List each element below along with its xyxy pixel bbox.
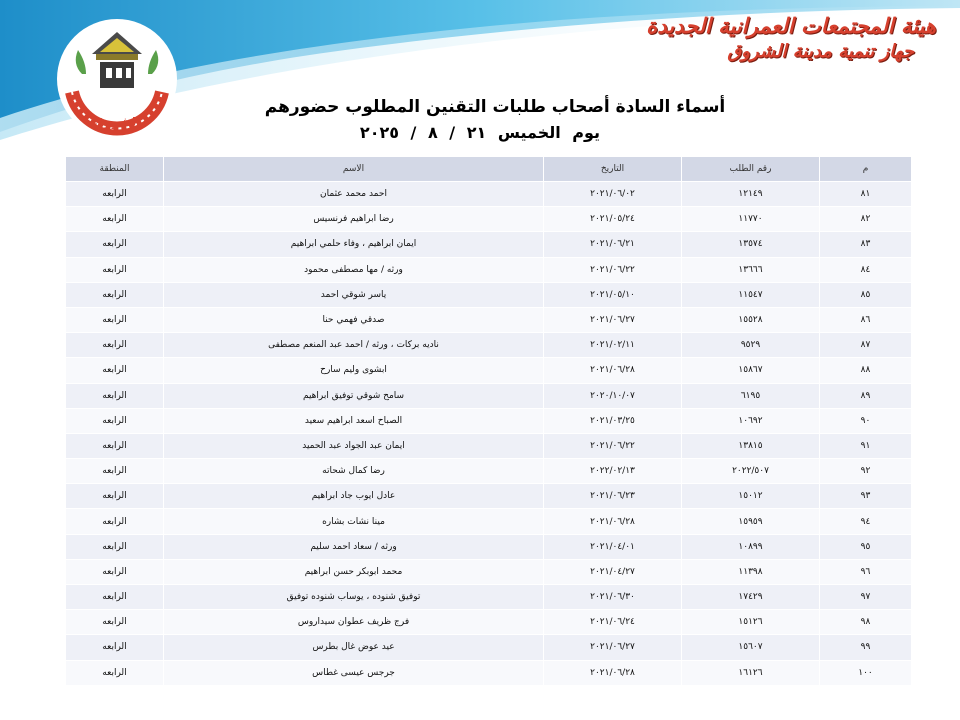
cell-name: ابشوى وليم سارح — [164, 358, 544, 383]
cell-num: ٩٠ — [820, 408, 912, 433]
cell-area: الرابعه — [66, 433, 164, 458]
cell-area: الرابعه — [66, 484, 164, 509]
cell-name: ورثه / سعاد احمد سليم — [164, 534, 544, 559]
table-row — [66, 232, 912, 257]
table-row — [66, 635, 912, 660]
cell-num: ٨١ — [820, 182, 912, 207]
cell-date: ٢٠٢١/٠٦/٢٧ — [544, 307, 682, 332]
cell-name: عيد عوض غال بطرس — [164, 635, 544, 660]
cell-area: الرابعه — [66, 383, 164, 408]
cell-area: الرابعه — [66, 408, 164, 433]
cell-date: ٢٠٢١/٠٦/٢١ — [544, 232, 682, 257]
table-row — [66, 307, 912, 332]
cell-date: ٢٠٢١/٠٤/٠١ — [544, 534, 682, 559]
cell-request: ١١٣٩٨ — [682, 559, 820, 584]
cell-num: ٩٩ — [820, 635, 912, 660]
org-sub-name: جهاز تنمية مدينة الشروق — [727, 41, 914, 62]
cell-date: ٢٠٢١/٠٣/٢٥ — [544, 408, 682, 433]
cell-name: احمد محمد عثمان — [164, 182, 544, 207]
cell-date: ٢٠٢١/٠٦/٢٨ — [544, 509, 682, 534]
cell-date: ٢٠٢٠/١٠/٠٧ — [544, 383, 682, 408]
title-date: يوم الخميس ٢١ / ٨ / ٢٠٢٥ — [359, 123, 601, 142]
cell-num: ٩٣ — [820, 484, 912, 509]
cell-date: ٢٠٢١/٠٦/٢٢ — [544, 433, 682, 458]
cell-area: الرابعه — [66, 207, 164, 232]
cell-area: الرابعه — [66, 534, 164, 559]
table-row — [66, 509, 912, 534]
cell-num: ٨٤ — [820, 257, 912, 282]
org-name: هيئة المجتمعات العمرانية الجديدة — [646, 14, 936, 38]
cell-num: ٨٣ — [820, 232, 912, 257]
header-area: المنطقة — [66, 157, 164, 182]
cell-num: ٨٧ — [820, 333, 912, 358]
table-row — [66, 282, 912, 307]
cell-name: ايمان ابراهيم ، وفاء حلمي ابراهيم — [164, 232, 544, 257]
cell-request: ١٠٨٩٩ — [682, 534, 820, 559]
cell-num: ٩١ — [820, 433, 912, 458]
table-row — [66, 484, 912, 509]
cell-request: ١٥٦٠٧ — [682, 635, 820, 660]
cell-num: ٩٢ — [820, 459, 912, 484]
cell-date: ٢٠٢١/٠٢/١١ — [544, 333, 682, 358]
cell-date: ٢٠٢١/٠٦/٠٢ — [544, 182, 682, 207]
cell-request: ١٣٨١٥ — [682, 433, 820, 458]
cell-request: ١٧٤٢٩ — [682, 585, 820, 610]
cell-num: ٨٢ — [820, 207, 912, 232]
table-body — [66, 182, 912, 686]
cell-area: الرابعه — [66, 635, 164, 660]
cell-num: ٩٧ — [820, 585, 912, 610]
cell-num: ١٠٠ — [820, 660, 912, 685]
cell-date: ٢٠٢١/٠٦/٢٣ — [544, 484, 682, 509]
table-row — [66, 408, 912, 433]
cell-request: ١١٥٤٧ — [682, 282, 820, 307]
cell-area: الرابعه — [66, 559, 164, 584]
cell-name: عادل ايوب جاد ابراهيم — [164, 484, 544, 509]
cell-area: الرابعه — [66, 333, 164, 358]
cell-area: الرابعه — [66, 585, 164, 610]
table-row — [66, 383, 912, 408]
cell-area: الرابعه — [66, 509, 164, 534]
cell-request: ١٥٥٢٨ — [682, 307, 820, 332]
cell-area: الرابعه — [66, 307, 164, 332]
cell-name: مينا نشات بشاره — [164, 509, 544, 534]
title-line-1: أسماء السادة أصحاب طلبات التقنين المطلوب حضورهم — [264, 97, 726, 117]
cell-num: ٩٥ — [820, 534, 912, 559]
cell-date: ٢٠٢١/٠٤/٢٧ — [544, 559, 682, 584]
cell-date: ٢٠٢١/٠٥/٢٤ — [544, 207, 682, 232]
org-header — [646, 12, 936, 64]
table-row — [66, 358, 912, 383]
cell-area: الرابعه — [66, 232, 164, 257]
svg-text:الشروق: الشروق — [93, 115, 141, 129]
cell-date: ٢٠٢١/٠٦/٢٧ — [544, 635, 682, 660]
cell-request: ١٥١٢٦ — [682, 610, 820, 635]
table-row — [66, 610, 912, 635]
cell-name: رضا كمال شحاته — [164, 459, 544, 484]
cell-name: صدقي فهمي حنا — [164, 307, 544, 332]
table-row — [66, 534, 912, 559]
cell-request: ١٥٨٦٧ — [682, 358, 820, 383]
cell-date: ٢٠٢١/٠٦/٢٨ — [544, 358, 682, 383]
cell-area: الرابعه — [66, 660, 164, 685]
cell-name: ايمان عبد الجواد عبد الحميد — [164, 433, 544, 458]
cell-request: ١٥٩٥٩ — [682, 509, 820, 534]
table-row — [66, 559, 912, 584]
table-row — [66, 433, 912, 458]
header-num: م — [820, 157, 912, 182]
applicants-table — [65, 156, 912, 686]
cell-request: ١٢١٤٩ — [682, 182, 820, 207]
cell-date: ٢٠٢١/٠٦/٢٢ — [544, 257, 682, 282]
table-header-row — [66, 157, 912, 182]
cell-name: ناديه بركات ، ورثه / احمد عبد المنعم مصطفى — [164, 333, 544, 358]
cell-date: ٢٠٢٢/٠٢/١٣ — [544, 459, 682, 484]
cell-request: ١٣٦٦٦ — [682, 257, 820, 282]
cell-request: ٩٥٢٩ — [682, 333, 820, 358]
cell-date: ٢٠٢١/٠٦/٢٤ — [544, 610, 682, 635]
cell-name: ياسر شوقي احمد — [164, 282, 544, 307]
table-row — [66, 459, 912, 484]
cell-name: ورثه / مها مصطفى محمود — [164, 257, 544, 282]
cell-date: ٢٠٢١/٠٦/٣٠ — [544, 585, 682, 610]
table-row — [66, 182, 912, 207]
cell-request: ١٠٦٩٢ — [682, 408, 820, 433]
cell-request: ٦١٩٥ — [682, 383, 820, 408]
cell-area: الرابعه — [66, 610, 164, 635]
table-row — [66, 660, 912, 685]
table-row — [66, 585, 912, 610]
cell-num: ٨٦ — [820, 307, 912, 332]
cell-name: فرج ظريف عطوان سيداروس — [164, 610, 544, 635]
cell-area: الرابعه — [66, 358, 164, 383]
cell-name: محمد ابوبكر حسن ابراهيم — [164, 559, 544, 584]
cell-name: سامح شوقي توفيق ابراهيم — [164, 383, 544, 408]
cell-name: توفيق شنوده ، يوساب شنوده توفيق — [164, 585, 544, 610]
cell-num: ٩٦ — [820, 559, 912, 584]
cell-num: ٨٩ — [820, 383, 912, 408]
cell-area: الرابعه — [66, 182, 164, 207]
header-date: التاريخ — [544, 157, 682, 182]
table-row — [66, 257, 912, 282]
cell-name: الصباح اسعد ابراهيم سعيد — [164, 408, 544, 433]
cell-area: الرابعه — [66, 459, 164, 484]
cell-name: جرجس عيسى غطاس — [164, 660, 544, 685]
cell-request: ١٥٠١٢ — [682, 484, 820, 509]
cell-request: ١٦١٢٦ — [682, 660, 820, 685]
cell-name: رضا ابراهيم فرنسيس — [164, 207, 544, 232]
cell-num: ٨٨ — [820, 358, 912, 383]
page-title — [0, 94, 960, 146]
cell-num: ٨٥ — [820, 282, 912, 307]
header-name: الاسم — [164, 157, 544, 182]
cell-area: الرابعه — [66, 257, 164, 282]
cell-request: ١١٧٧٠ — [682, 207, 820, 232]
table-row — [66, 207, 912, 232]
header-request: رقم الطلب — [682, 157, 820, 182]
cell-num: ٩٤ — [820, 509, 912, 534]
table-row — [66, 333, 912, 358]
cell-request: ١٣٥٧٤ — [682, 232, 820, 257]
cell-num: ٩٨ — [820, 610, 912, 635]
cell-area: الرابعه — [66, 282, 164, 307]
cell-date: ٢٠٢١/٠٥/١٠ — [544, 282, 682, 307]
cell-date: ٢٠٢١/٠٦/٢٨ — [544, 660, 682, 685]
cell-request: ٢٠٢٢/٥٠٧ — [682, 459, 820, 484]
